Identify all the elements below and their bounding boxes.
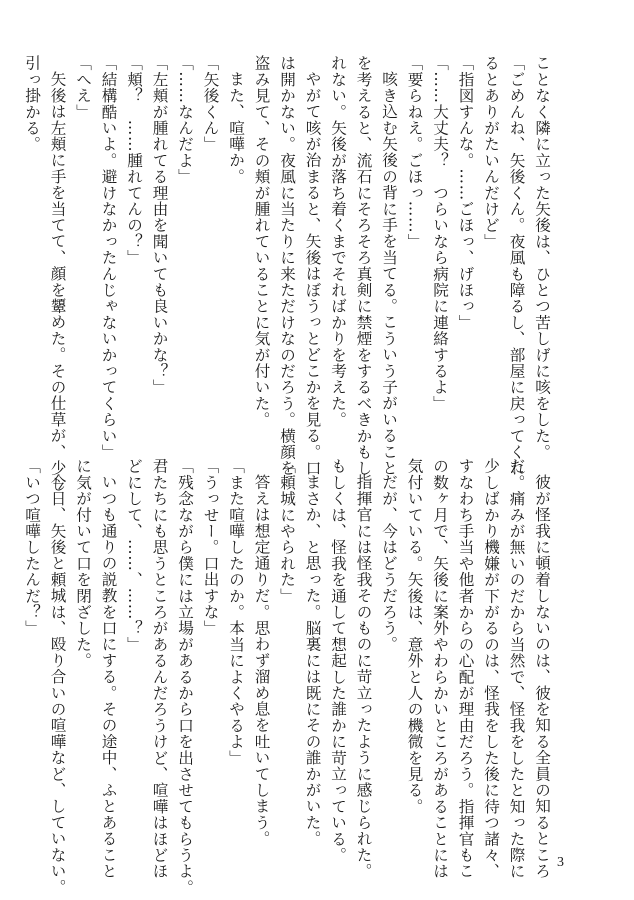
- text-line: すなわち手当や他者からの心配が理由だろう。指揮官もこ: [456, 458, 475, 880]
- text-line: もしくは、怪我を通して想起した誰かに苛立っている。: [329, 458, 347, 863]
- text-line: どにして、……、……？」: [125, 458, 143, 653]
- text-line: 「また喧嘩したのか。本当によくやるよ」: [227, 458, 245, 766]
- text-line: を考えると、流石にそろそろ真剣に禁煙をするべきかもし: [354, 55, 373, 477]
- text-line: 盗み見て、その頬が腫れていることに気が付いた。: [252, 55, 271, 428]
- text-line: 「……大丈夫？ つらいなら病院に連絡するよ」: [431, 55, 449, 412]
- text-line: の数ヶ月で、矢後に案外やわらかいところがあることには: [431, 458, 449, 880]
- text-line: 「残念ながら僕には立場があるから口を出させてもらうよ。: [176, 458, 194, 896]
- text-line: 「いつ喧嘩したんだ？」: [23, 458, 41, 637]
- text-line: やがて咳が治まると、矢後はぼうっとどこかを見る。口: [303, 70, 322, 476]
- text-line: 彼が怪我に頓着しないのは、彼を知る全員の知るところ: [533, 473, 551, 879]
- text-line: 「……なんだよ」: [176, 55, 194, 185]
- lower-text-block: [23, 458, 554, 896]
- text-line: 答えは想定通りだ。思わず溜め息を吐いてしまう。: [252, 473, 271, 847]
- text-line: れない。矢後が落ち着くまでそればかりを考えた。: [329, 55, 347, 428]
- text-line: 「うっせー。口出すな」: [201, 458, 220, 637]
- upper-text-block: [23, 55, 554, 492]
- text-line: まさか、と思った。脳裏には既にその誰かがいた。: [303, 473, 322, 847]
- text-line: 指揮官には怪我そのものに苛立ったように感じられた。: [354, 473, 373, 879]
- text-line: 「矢後くん」: [201, 55, 220, 153]
- text-line: 引っ掛かる。: [23, 55, 41, 153]
- text-line: だ。痛みが無いのだから当然で、怪我をしたと知った際に: [507, 458, 526, 880]
- text-line: 「要らねえ。ごほっ……」: [405, 55, 424, 250]
- text-line: るとありがたいんだけど」: [482, 55, 500, 250]
- text-line: 矢後は左頬に手を当てて、顔を顰めた。その仕草が、少し: [48, 70, 67, 492]
- text-line: 君たちにも思うところがあるんだろうけど、喧嘩はほどほ: [150, 458, 169, 880]
- text-line: 今日、矢後と頼城は、殴り合いの喧嘩など、していない。: [48, 473, 67, 895]
- text-line: 咳き込む矢後の背に手を当てる。こういう子がいること: [380, 70, 398, 476]
- text-line: 「結構酷いよ。避けなかったんじゃないかってくらい」: [99, 55, 118, 460]
- text-line: いつも通りの説教を口にする。その途中、ふとあること: [99, 473, 118, 879]
- text-line: 「ごめんね、矢後くん。夜風も障るし、部屋に戻ってくれ: [507, 55, 526, 477]
- text-line: 「頼城にやられた」: [278, 458, 296, 604]
- text-line: だが、今はどうだろう。: [380, 473, 398, 652]
- text-line: は開かない。夜風に当たりに来ただけなのだろう。横顔を: [278, 55, 296, 477]
- text-line: 気付いている。矢後は、意外と人の機微を見る。: [405, 458, 424, 815]
- text-line: 少しばかり機嫌が下がるのは、怪我をした後に待つ諸々、: [482, 458, 500, 880]
- text-line: ことなく隣に立った矢後は、ひとつ苦しげに咳をした。: [533, 55, 551, 460]
- text-line: に気が付いて口を閉ざした。: [74, 458, 92, 669]
- text-line: 「指図すんな。……ごほっ、げほっ」: [456, 55, 475, 331]
- text-line: 「へえ」: [74, 55, 92, 120]
- text-line: 「左頬が腫れてる理由を聞いても良いかな？」: [150, 55, 169, 396]
- page-number: 3: [557, 855, 564, 870]
- text-line: また、喧嘩か。: [227, 70, 245, 184]
- text-line: 「頬？ ……腫れてんの？」: [125, 55, 143, 266]
